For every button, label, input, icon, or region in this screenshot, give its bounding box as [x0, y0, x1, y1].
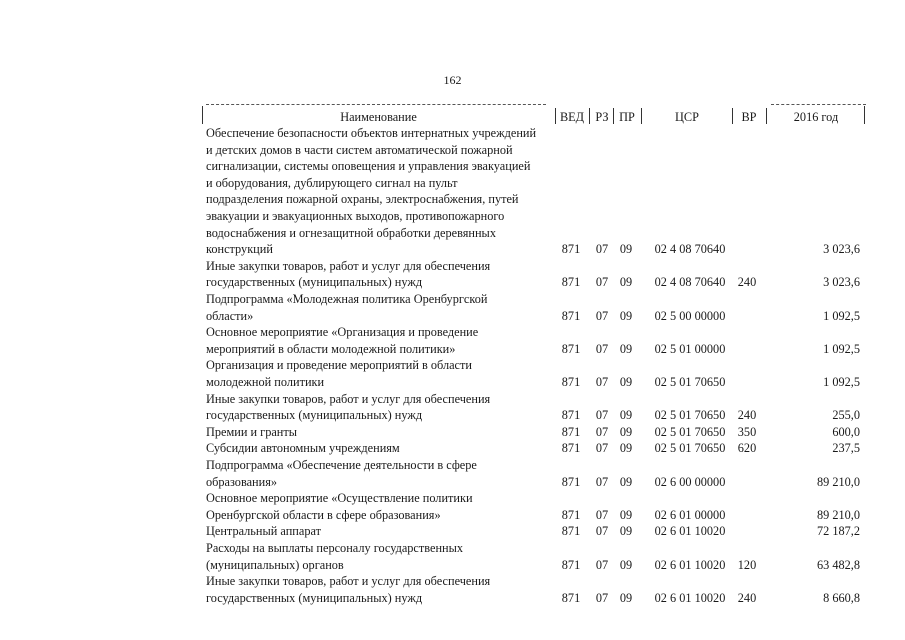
- row-name-line: и оборудования, дублирующего сигнал на пульт: [206, 175, 458, 190]
- row-vr: 240: [737, 275, 757, 290]
- row-pr: 09: [619, 474, 633, 489]
- row-amount: 3 023,6: [823, 275, 860, 290]
- row-csr: 02 6 01 10020: [654, 590, 726, 605]
- row-ved: 871: [561, 441, 581, 456]
- row-vr: 120: [737, 557, 757, 572]
- row-rz: 07: [595, 424, 609, 439]
- row-ved: 871: [561, 524, 581, 539]
- row-pr: 09: [619, 524, 633, 539]
- row-vr: 350: [737, 424, 757, 439]
- row-name-line: государственных (муниципальных) нужд: [206, 275, 423, 290]
- row-csr: 02 5 01 70650: [654, 374, 726, 389]
- row-name: [206, 258, 551, 291]
- row-name: [206, 125, 551, 258]
- row-rz: 07: [595, 242, 609, 257]
- row-name-line: Подпрограмма «Молодежная политика Оренбургской: [206, 292, 488, 306]
- row-csr: 02 5 01 70650: [654, 408, 726, 423]
- row-name-line: Обеспечение безопасности объектов интернатных учреждений: [206, 126, 537, 140]
- row-name-line: эвакуации и эвакуационных выходов, противопожарного: [206, 208, 505, 223]
- row-rz: 07: [595, 590, 609, 605]
- row-name-line: Субсидии автономным учреждениям: [206, 441, 400, 456]
- row-name-line: Организация и проведение мероприятий в области: [206, 358, 472, 373]
- row-name-line: Иные закупки товаров, работ и услуг для обеспечения: [206, 258, 491, 273]
- row-name-line: Расходы на выплаты персоналу государственных: [206, 541, 464, 555]
- page-number: 162: [443, 73, 462, 87]
- row-name: [206, 291, 551, 324]
- row-name: [206, 424, 551, 441]
- row-csr: 02 4 08 70640: [654, 275, 726, 290]
- row-pr: 09: [619, 341, 633, 356]
- row-name: [206, 490, 551, 523]
- row-name: [206, 573, 551, 606]
- row-amount: 237,5: [832, 441, 860, 456]
- row-csr: 02 6 00 00000: [654, 474, 726, 489]
- row-name-line: Оренбургской области в сфере образования»: [206, 507, 441, 522]
- row-ved: 871: [561, 557, 581, 572]
- row-pr: 09: [619, 590, 633, 605]
- row-name-line: государственных (муниципальных) нужд: [206, 408, 423, 423]
- row-name: [206, 440, 551, 457]
- row-pr: 09: [619, 557, 633, 572]
- header-pr: ПР: [619, 110, 635, 124]
- row-rz: 07: [595, 557, 609, 572]
- row-rz: 07: [595, 524, 609, 539]
- row-name: [206, 457, 551, 490]
- table-row: [0, 125, 905, 258]
- row-name-line: (муниципальных) органов: [206, 557, 344, 572]
- header-csr: ЦСР: [675, 110, 699, 124]
- row-csr: 02 5 01 70650: [654, 441, 726, 456]
- row-pr: 09: [619, 424, 633, 439]
- row-rz: 07: [595, 408, 609, 423]
- row-amount: 1 092,5: [823, 341, 860, 356]
- table-row: [0, 391, 905, 424]
- row-name: [206, 357, 551, 390]
- table-row: [0, 457, 905, 490]
- header-name: Наименование: [340, 110, 417, 124]
- row-name-line: Премии и гранты: [206, 424, 298, 439]
- row-rz: 07: [595, 441, 609, 456]
- row-amount: 255,0: [832, 408, 860, 423]
- row-csr: 02 5 00 00000: [654, 308, 726, 323]
- row-name: [206, 523, 551, 540]
- row-pr: 09: [619, 507, 633, 522]
- row-ved: 871: [561, 474, 581, 489]
- row-rz: 07: [595, 474, 609, 489]
- row-name-line: Основное мероприятие «Осуществление политики: [206, 491, 473, 506]
- row-name-line: Иные закупки товаров, работ и услуг для обеспечения: [206, 391, 491, 406]
- row-ved: 871: [561, 590, 581, 605]
- row-name-line: образования»: [206, 474, 278, 489]
- row-ved: 871: [561, 275, 581, 290]
- table-row: [0, 540, 905, 573]
- row-name-line: молодежной политики: [206, 374, 325, 389]
- row-amount: 1 092,5: [823, 374, 860, 389]
- row-name-line: и детских домов в части систем автоматической пожарной: [206, 142, 513, 157]
- row-ved: 871: [561, 424, 581, 439]
- row-name: [206, 391, 551, 424]
- row-pr: 09: [619, 374, 633, 389]
- row-rz: 07: [595, 507, 609, 522]
- table-row: [0, 490, 905, 523]
- row-amount: 72 187,2: [816, 524, 860, 539]
- table-row: [0, 258, 905, 291]
- row-csr: 02 5 01 70650: [654, 424, 726, 439]
- row-name: [206, 324, 551, 357]
- row-ved: 871: [561, 408, 581, 423]
- table-row: [0, 523, 905, 540]
- header-year: 2016 год: [793, 110, 839, 124]
- header-ved: ВЕД: [559, 110, 585, 124]
- row-name-line: конструкций: [206, 242, 273, 257]
- row-ved: 871: [561, 341, 581, 356]
- row-name-line: Центральный аппарат: [206, 524, 321, 539]
- row-ved: 871: [561, 242, 581, 257]
- row-csr: 02 6 01 00000: [654, 507, 726, 522]
- row-pr: 09: [619, 441, 633, 456]
- row-amount: 3 023,6: [823, 242, 860, 257]
- row-amount: 8 660,8: [823, 590, 860, 605]
- row-name-line: подразделения пожарной охраны, электроснабжения, путей: [206, 192, 519, 207]
- row-name-line: водоснабжения и огнезащитной обработки деревянных: [206, 225, 496, 240]
- row-name-line: Подпрограмма «Обеспечение деятельности в сфере: [206, 458, 477, 472]
- row-vr: 620: [737, 441, 757, 456]
- header-vr: ВР: [741, 110, 757, 124]
- table-row: [0, 440, 905, 457]
- row-ved: 871: [561, 507, 581, 522]
- row-pr: 09: [619, 275, 633, 290]
- row-amount: 600,0: [832, 424, 860, 439]
- row-csr: 02 6 01 10020: [654, 557, 726, 572]
- row-name-line: сигнализации, системы оповещения и управления эвакуацией: [206, 159, 531, 174]
- row-name-line: государственных (муниципальных) нужд: [206, 590, 423, 605]
- row-ved: 871: [561, 308, 581, 323]
- row-pr: 09: [619, 308, 633, 323]
- row-pr: 09: [619, 242, 633, 257]
- row-name-line: Иные закупки товаров, работ и услуг для обеспечения: [206, 574, 491, 589]
- table-row: [0, 424, 905, 441]
- row-amount: 89 210,0: [816, 507, 860, 522]
- row-vr: 240: [737, 408, 757, 423]
- row-rz: 07: [595, 341, 609, 356]
- row-ved: 871: [561, 374, 581, 389]
- row-amount: 63 482,8: [816, 557, 860, 572]
- row-pr: 09: [619, 408, 633, 423]
- table-row: [0, 291, 905, 324]
- row-csr: 02 6 01 10020: [654, 524, 726, 539]
- table-row: [0, 573, 905, 606]
- row-vr: 240: [737, 590, 757, 605]
- row-csr: 02 5 01 00000: [654, 341, 726, 356]
- table-row: [0, 357, 905, 390]
- row-name: [206, 540, 551, 573]
- row-amount: 1 092,5: [823, 308, 860, 323]
- row-rz: 07: [595, 374, 609, 389]
- row-name-line: мероприятий в области молодежной политики»: [206, 341, 456, 356]
- row-name-line: Основное мероприятие «Организация и проведение: [206, 325, 479, 340]
- row-csr: 02 4 08 70640: [654, 242, 726, 257]
- table-row: [0, 324, 905, 357]
- row-amount: 89 210,0: [816, 474, 860, 489]
- row-rz: 07: [595, 275, 609, 290]
- header-rz: РЗ: [595, 110, 609, 124]
- row-name-line: области»: [206, 308, 254, 323]
- row-rz: 07: [595, 308, 609, 323]
